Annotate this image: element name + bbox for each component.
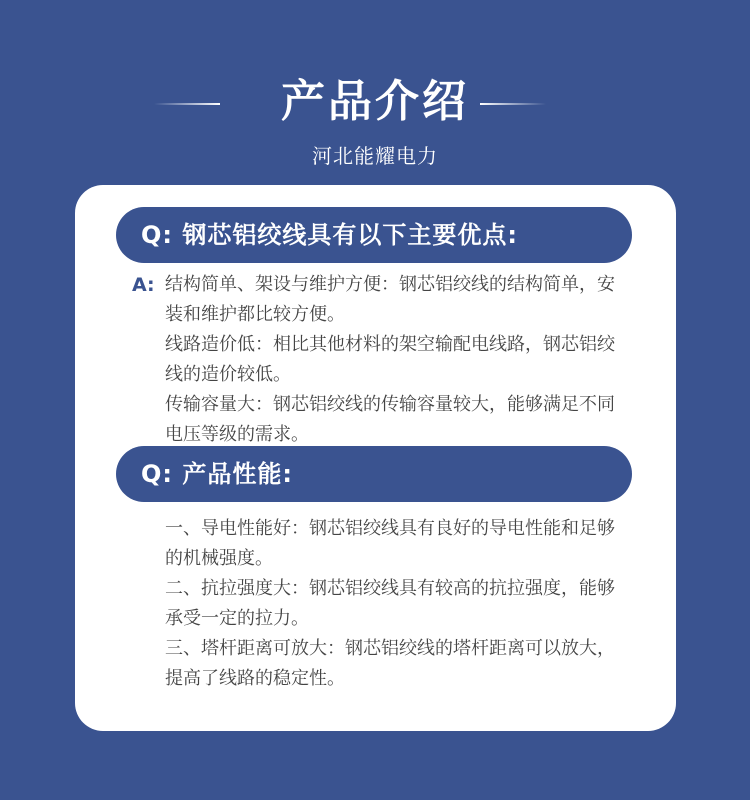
answer-paragraph: 传输容量大：钢芯铝绞线的传输容量较大，能够满足不同电压等级的需求。: [165, 394, 615, 445]
answer-paragraph: 结构简单、架设与维护方便：钢芯铝绞线的结构简单，安装和维护都比较方便。: [165, 274, 615, 325]
answer-label: A:: [132, 274, 155, 296]
answer-paragraph: 线路造价低：相比其他材料的架空输配电线路，钢芯铝绞线的造价较低。: [165, 334, 615, 385]
page-title: 产品介绍: [281, 76, 469, 127]
answer-paragraph: 一、导电性能好：钢芯铝绞线具有良好的导电性能和足够的机械强度。: [165, 518, 615, 569]
answer-paragraph: 三、塔杆距离可放大：钢芯铝绞线的塔杆距离可以放大，提高了线路的稳定性。: [165, 638, 615, 689]
header: [0, 0, 750, 185]
question-performance: Q: 产品性能:: [116, 446, 632, 502]
qa-card: [75, 185, 676, 731]
question-advantages: Q: 钢芯铝绞线具有以下主要优点:: [116, 207, 632, 263]
answer-performance: [165, 514, 625, 694]
page-subtitle: 河北能耀电力: [312, 144, 438, 168]
answer-advantages: [165, 270, 625, 450]
answer-paragraph: 二、抗拉强度大：钢芯铝绞线具有较高的抗拉强度，能够承受一定的拉力。: [165, 578, 615, 629]
title-decoration-line-right: [480, 103, 546, 105]
